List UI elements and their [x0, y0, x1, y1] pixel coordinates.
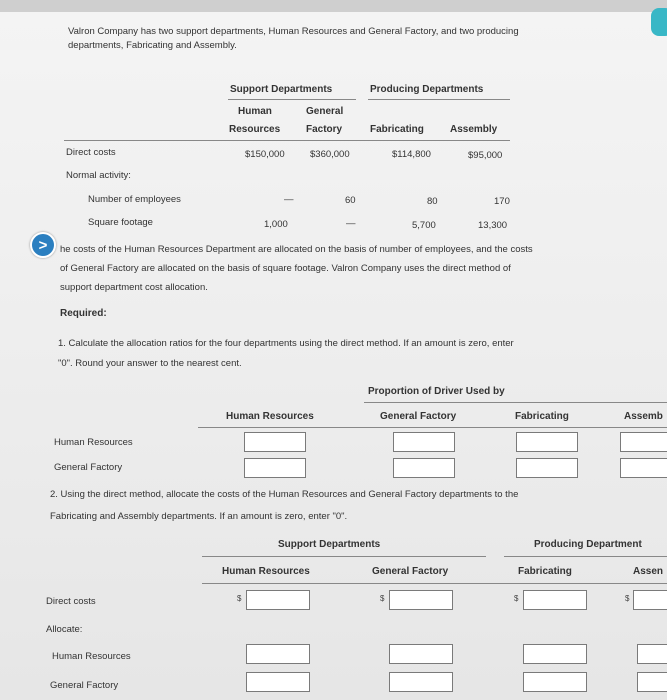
- table1-emp-asm: 170: [494, 196, 510, 207]
- q2-dollar-asm: $: [625, 594, 630, 603]
- intro-line-2: departments, Fabricating and Assembly.: [68, 40, 237, 51]
- q1-proportion-rule: [364, 402, 667, 403]
- q1-hr-asm-input[interactable]: [620, 432, 667, 452]
- top-edge: [0, 0, 667, 12]
- q2-dollar-hr: $: [237, 594, 242, 603]
- table1-direct-hr: $150,000: [245, 149, 285, 160]
- q2-dollar-gf: $: [380, 594, 385, 603]
- q2-col-fab: Fabricating: [518, 566, 572, 577]
- q2-direct-asm-input[interactable]: [633, 590, 667, 610]
- q2-group-support: Support Departments: [278, 539, 381, 550]
- q2-alloc-hr-hr-input[interactable]: [246, 644, 310, 664]
- q2-header-rule: [202, 583, 667, 584]
- q2-direct-fab-input[interactable]: [523, 590, 587, 610]
- q1-row-gf: General Factory: [54, 462, 123, 473]
- q1-hr-hr-input[interactable]: [244, 432, 306, 452]
- table1-col-asm: Assembly: [450, 124, 498, 135]
- table1-col-fab: Fabricating: [370, 124, 424, 135]
- q1-hr-gf-input[interactable]: [393, 432, 455, 452]
- q2-col-gf: General Factory: [372, 566, 449, 577]
- table1-emp-fab: 80: [427, 196, 438, 207]
- q2-direct-hr-input[interactable]: [246, 590, 310, 610]
- q2-alloc-hr-fab-input[interactable]: [523, 644, 587, 664]
- expand-arrow-button[interactable]: >: [30, 232, 56, 258]
- corner-badge: [651, 8, 667, 36]
- q2-alloc-gf-asm-input[interactable]: [637, 672, 667, 692]
- table1-rule-support: [228, 99, 356, 100]
- para-line-3: support department cost allocation.: [60, 282, 208, 293]
- table1-group-support: Support Departments: [230, 84, 333, 95]
- para-line-2: of General Factory are allocated on the basis of square footage. Valron Company uses the direct method of: [60, 263, 511, 274]
- table1-col-gf-1: General: [306, 106, 344, 117]
- q2-alloc-hr-gf-input[interactable]: [389, 644, 453, 664]
- q1-row-hr: Human Resources: [54, 437, 133, 448]
- table1-direct-gf: $360,000: [310, 149, 350, 160]
- q2-col-asm: Assen: [633, 566, 664, 577]
- table1-row-direct: Direct costs: [66, 147, 116, 158]
- required-heading: Required:: [60, 308, 107, 319]
- q2-line-2: Fabricating and Assembly departments. If an amount is zero, enter "0".: [50, 511, 348, 522]
- q1-header-rule: [198, 427, 667, 428]
- table1-sq-asm: 13,300: [478, 220, 508, 231]
- table1-sq-hr: 1,000: [264, 219, 288, 230]
- q1-hr-fab-input[interactable]: [516, 432, 578, 452]
- q2-row-allocate: Allocate:: [46, 624, 83, 635]
- q1-col-gf: General Factory: [380, 411, 457, 422]
- para-line-1: he costs of the Human Resources Department are allocated on the basis of number of employees, and the costs: [60, 244, 533, 255]
- q1-line-1: 1. Calculate the allocation ratios for the four departments using the direct method. If an amount is zero, enter: [58, 338, 514, 349]
- table1-row-sqft: Square footage: [88, 217, 153, 228]
- q2-line-1: 2. Using the direct method, allocate the costs of the Human Resources and General Factory departments to the: [50, 489, 519, 500]
- q2-col-hr: Human Resources: [222, 566, 310, 577]
- table1-col-hr-2: Resources: [229, 124, 281, 135]
- table1-col-hr-1: Human: [238, 106, 272, 117]
- q1-proportion-header: Proportion of Driver Used by: [368, 386, 505, 397]
- table1-emp-gf: 60: [345, 195, 356, 206]
- table1-sq-fab: 5,700: [412, 220, 436, 231]
- q2-direct-gf-input[interactable]: [389, 590, 453, 610]
- table1-col-gf-2: Factory: [306, 124, 343, 135]
- q1-col-hr: Human Resources: [226, 411, 314, 422]
- q2-alloc-gf-fab-input[interactable]: [523, 672, 587, 692]
- q1-gf-hr-input[interactable]: [244, 458, 306, 478]
- q2-rule-producing: [504, 556, 667, 557]
- table1-direct-asm: $95,000: [468, 150, 503, 161]
- table1-sq-gf: —: [346, 218, 356, 229]
- table1-row-normal: Normal activity:: [66, 170, 131, 181]
- q2-row-gf: General Factory: [50, 680, 119, 691]
- q2-alloc-hr-asm-input[interactable]: [637, 644, 667, 664]
- q1-gf-fab-input[interactable]: [516, 458, 578, 478]
- table1-emp-hr: —: [284, 194, 294, 205]
- q2-rule-support: [202, 556, 486, 557]
- table1-group-producing: Producing Departments: [370, 84, 484, 95]
- table1-rule-producing: [368, 99, 510, 100]
- q1-col-fab: Fabricating: [515, 411, 569, 422]
- q2-dollar-fab: $: [514, 594, 519, 603]
- q2-alloc-gf-hr-input[interactable]: [246, 672, 310, 692]
- q1-col-asm: Assemb: [624, 411, 663, 422]
- table1-header-rule: [64, 140, 510, 141]
- intro-line-1: Valron Company has two support departments, Human Resources and General Factory, and two producing: [68, 26, 519, 37]
- q2-row-hr: Human Resources: [52, 651, 131, 662]
- q2-alloc-gf-gf-input[interactable]: [389, 672, 453, 692]
- q1-gf-gf-input[interactable]: [393, 458, 455, 478]
- table1-direct-fab: $114,800: [392, 149, 431, 160]
- table1-row-employees: Number of employees: [88, 194, 181, 205]
- q2-group-producing: Producing Department: [534, 539, 642, 550]
- q2-row-direct: Direct costs: [46, 596, 96, 607]
- q1-gf-asm-input[interactable]: [620, 458, 667, 478]
- q1-line-2: "0". Round your answer to the nearest cent.: [58, 358, 242, 369]
